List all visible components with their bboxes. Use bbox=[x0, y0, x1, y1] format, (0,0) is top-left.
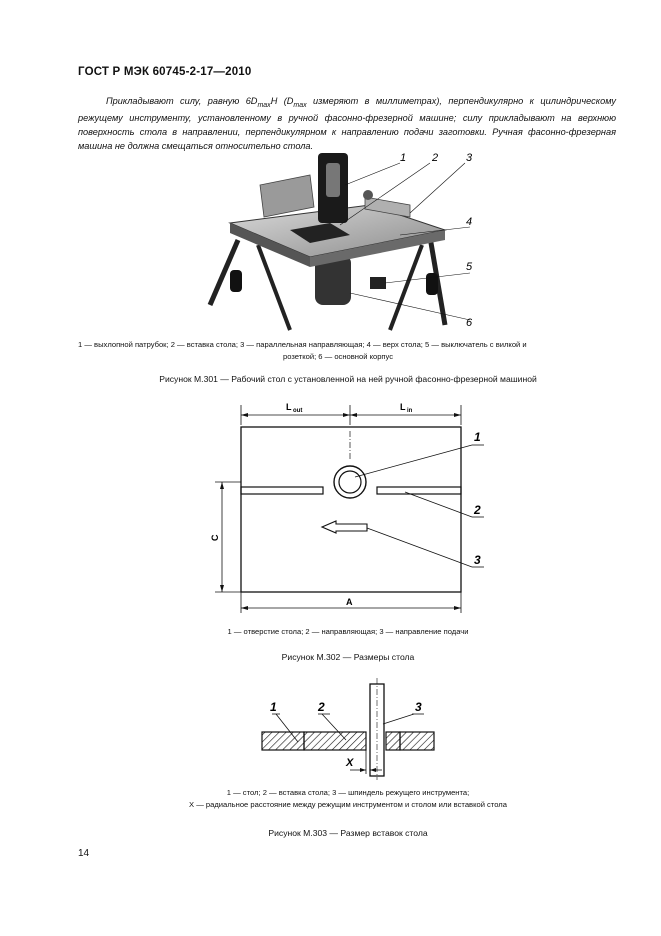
guide-left bbox=[241, 487, 323, 494]
fig303-callout-2: 2 bbox=[318, 700, 325, 714]
fig303-title: Рисунок М.303 — Размер вставок стола bbox=[268, 828, 428, 838]
para-text-2: H (D bbox=[270, 96, 294, 106]
fig301-legend bbox=[78, 339, 618, 363]
page-number: 14 bbox=[78, 848, 90, 859]
para-sub-2: max bbox=[293, 101, 307, 109]
fig301-legend-line1: 1 — выхлопной патрубок; 2 — вставка стола; 3 — параллельная направляющая; 4 — верх стола; 5 — выключатель с вилкой и bbox=[78, 340, 527, 349]
dim-lout: L bbox=[286, 402, 292, 412]
fig302-callout-1: 1 bbox=[474, 430, 481, 444]
fig303-legend-line2: X — радиальное расстояние между режущим инструментом и столом или вставкой стола bbox=[189, 800, 507, 809]
fig303-callout-1: 1 bbox=[270, 700, 277, 714]
table-outline bbox=[241, 427, 461, 592]
fig302-title: Рисунок М.302 — Размеры стола bbox=[281, 652, 415, 662]
figure-302-diagram bbox=[200, 395, 500, 617]
table-right bbox=[400, 732, 434, 750]
figure-303-diagram bbox=[250, 676, 450, 781]
para-text-3: измеряют в миллиметрах), перпендикулярно к цилиндрическому режущему инструменту, установленному в ручной фасонно-фрезерной машине; силу прикладывают на верхнюю поверхность стола в направлении, перпендикулярном к направлению подачи заготовки. Ручная фасонно-фрезерная машина не должна смещаться относительно стола. bbox=[78, 96, 616, 151]
para-sub-1: max bbox=[257, 101, 271, 109]
dim-a: A bbox=[346, 597, 353, 607]
fig301-callout-3: 3 bbox=[466, 152, 473, 164]
document-header: ГОСТ Р МЭК 60745-2-17—2010 bbox=[78, 66, 252, 78]
fig301-callout-6: 6 bbox=[466, 317, 473, 329]
fig301-callout-4: 4 bbox=[466, 216, 473, 228]
fig302-legend: 1 — отверстие стола; 2 — направляющая; 3 — направление подачи bbox=[227, 627, 469, 636]
para-text-1: Прикладывают силу, равную 6D bbox=[106, 96, 258, 106]
fig302-callout-2: 2 bbox=[474, 503, 481, 517]
table-insert bbox=[304, 732, 366, 750]
dim-lout-sub: out bbox=[293, 408, 303, 414]
fig303-callout-3: 3 bbox=[415, 700, 422, 714]
dim-c: C bbox=[210, 534, 220, 541]
figure-301-photo bbox=[190, 145, 490, 335]
fig301-callout-2: 2 bbox=[432, 152, 439, 164]
feed-arrow-icon bbox=[322, 521, 367, 533]
fig301-callout-1: 1 bbox=[400, 152, 407, 164]
dim-lin-sub: in bbox=[407, 408, 413, 414]
dim-x: X bbox=[346, 757, 354, 769]
fig301-title: Рисунок М.301 — Рабочий стол с установленной на ней ручной фасонно-фрезерной машиной bbox=[159, 374, 537, 384]
fig302-callout-3: 3 bbox=[474, 553, 481, 567]
fig303-legend-line1: 1 — стол; 2 — вставка стола; 3 — шпиндель режущего инструмента; bbox=[226, 788, 470, 797]
fig301-callout-5: 5 bbox=[466, 261, 473, 273]
dim-lin: L bbox=[400, 402, 406, 412]
fig303-legend bbox=[78, 787, 618, 811]
guide-right bbox=[377, 487, 461, 494]
fig301-legend-line2: розеткой; 6 — основной корпус bbox=[283, 352, 394, 361]
